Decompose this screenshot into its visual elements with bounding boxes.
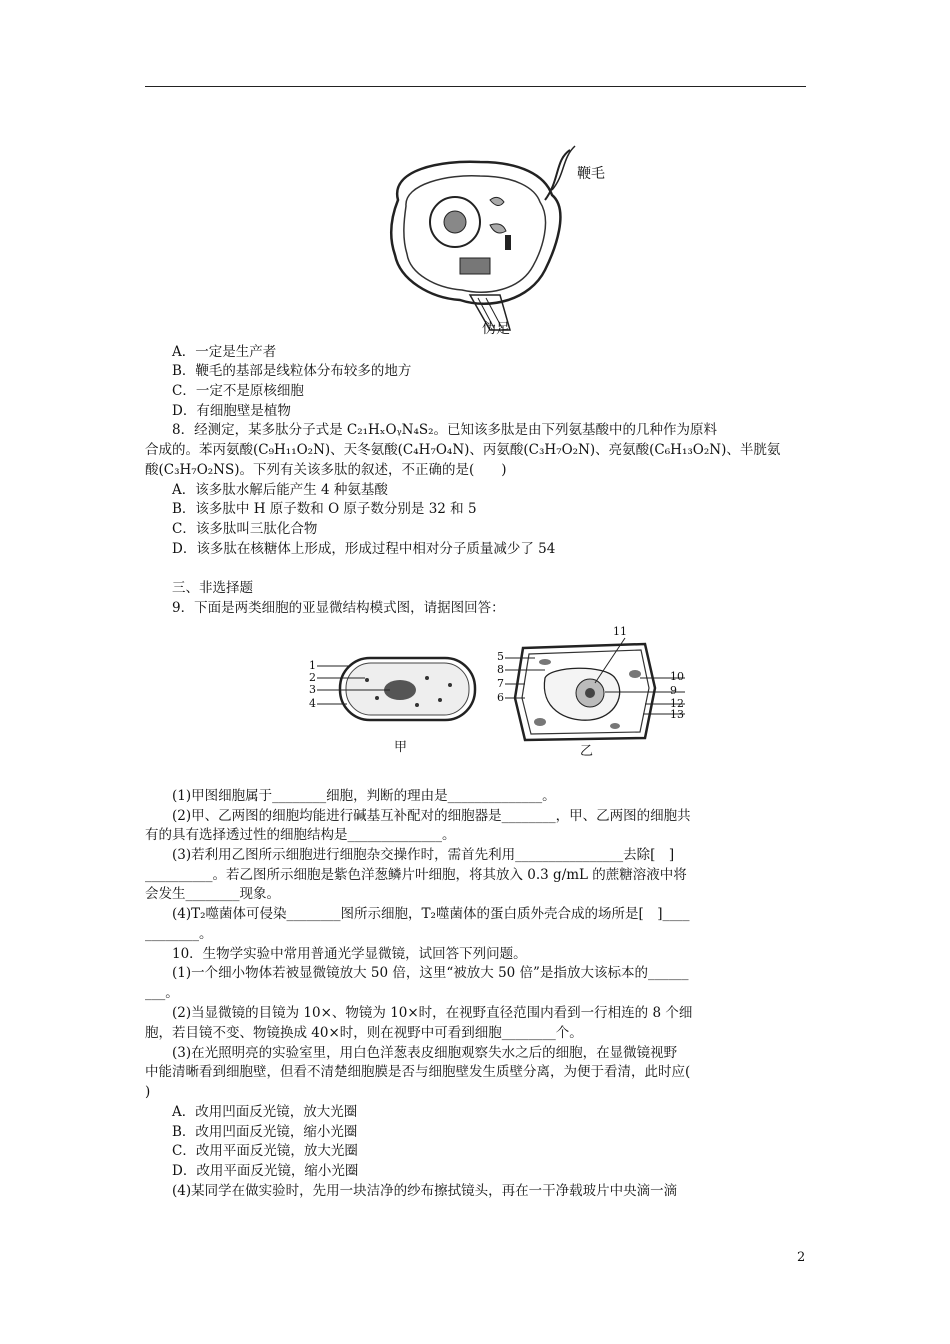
q8-option-c: C．该多肽叫三肽化合物 <box>172 521 318 537</box>
q10-part4-line1: (4)某同学在做实验时，先用一块洁净的纱布擦拭镜头，再在一干净载玻片中央滴一滴 <box>172 1183 678 1199</box>
q10-stem: 10．生物学实验中常用普通光学显微镜，试回答下列问题。 <box>172 946 527 962</box>
fig-yi-caption: 乙 <box>580 744 594 759</box>
q10-option-c: C．改用平面反光镜，放大光圈 <box>172 1143 358 1159</box>
q10-part1-line1: (1)一个细小物体若被显微镜放大 50 倍，这里“被放大 50 倍”是指放大该标本的______ <box>172 965 689 981</box>
yi-label-6: 6 <box>497 691 504 704</box>
q9-part3-line2: __________。若乙图所示细胞是紫色洋葱鳞片叶细胞，将其放入 0.3 g/mL 的蔗糖溶液中将 <box>145 867 687 883</box>
yi-label-7: 7 <box>497 677 504 690</box>
cell-jia-figure <box>305 650 480 730</box>
q8-option-a: A．该多肽水解后能产生 4 种氨基酸 <box>172 482 388 498</box>
jia-label-1: 1 <box>309 659 316 672</box>
yi-label-8: 8 <box>497 663 504 676</box>
q9-part2-line1: (2)甲、乙两图的细胞均能进行碱基互补配对的细胞器是________，甲、乙两图的细胞共 <box>172 808 691 824</box>
yi-label-13: 13 <box>670 708 684 721</box>
q10-part2-line2: 胞，若目镜不变、物镜换成 40×时，则在视野中可看到细胞________个。 <box>145 1025 583 1041</box>
q8-stem-line2: 合成的。苯丙氨酸(C₉H₁₁O₂N)、天冬氨酸(C₄H₇O₄N)、丙氨酸(C₃H₇O₂N)、亮氨酸(C₆H₁₃O₂N)、半胱氨 <box>145 442 781 458</box>
q9-part3-line1: (3)若利用乙图所示细胞进行细胞杂交操作时，需首先利用________________去除[ ] <box>172 847 675 863</box>
q7-option-d: D．有细胞壁是植物 <box>172 403 291 419</box>
q7-option-b: B．鞭毛的基部是线粒体分布较多的地方 <box>172 363 412 379</box>
q10-part3-line2: 中能清晰看到细胞壁，但看不清楚细胞膜是否与细胞壁发生质壁分离，为便于看清，此时应( <box>145 1064 691 1080</box>
pseudopod-label: 伪足 <box>482 321 510 337</box>
q8-option-b: B．该多肽中 H 原子数和 O 原子数分别是 32 和 5 <box>172 501 477 517</box>
fig-jia-caption: 甲 <box>394 740 408 755</box>
cell-yi-figure <box>495 628 695 748</box>
q7-option-c: C．一定不是原核细胞 <box>172 383 304 399</box>
yi-label-10: 10 <box>670 670 684 683</box>
flagellum-label: 鞭毛 <box>577 166 605 182</box>
yi-label-5: 5 <box>497 650 504 663</box>
q8-stem-line3: 酸(C₃H₇O₂NS)。下列有关该多肽的叙述，不正确的是( ) <box>145 462 507 478</box>
q7-option-a: A．一定是生产者 <box>172 344 277 360</box>
section3-title: 三、非选择题 <box>172 580 253 596</box>
yi-label-11: 11 <box>613 625 627 638</box>
q8-stem-line1: 8．经测定，某多肽分子式是 C₂₁HₓOᵧN₄S₂。已知该多肽是由下列氨基酸中的几种作为原料 <box>172 422 718 438</box>
yi-label-12: 12 <box>670 697 684 710</box>
q10-option-a: A．改用凹面反光镜，放大光圈 <box>172 1104 358 1120</box>
q9-part2-line2: 有的具有选择透过性的细胞结构是______________。 <box>145 827 456 843</box>
q9-part3-line3: 会发生________现象。 <box>145 886 280 902</box>
jia-label-4: 4 <box>309 697 316 710</box>
q10-part1-line2: ___。 <box>145 985 179 1001</box>
q9-part1: (1)甲图细胞属于________细胞，判断的理由是______________。 <box>172 788 556 804</box>
q9-part4-line1: (4)T₂噬菌体可侵染________图所示细胞，T₂噬菌体的蛋白质外壳合成的场所是[ ]____ <box>172 906 690 922</box>
jia-label-2: 2 <box>309 671 316 684</box>
q10-option-b: B．改用凹面反光镜，缩小光圈 <box>172 1124 358 1140</box>
page-number: 2 <box>797 1250 806 1265</box>
q9-part4-line2: ________。 <box>145 926 213 942</box>
q10-part2-line1: (2)当显微镜的目镜为 10×、物镜为 10×时，在视野直径范围内看到一行相连的 8 个细 <box>172 1005 693 1021</box>
q10-option-d: D．改用平面反光镜，缩小光圈 <box>172 1163 359 1179</box>
header-rule <box>145 86 806 87</box>
jia-label-3: 3 <box>309 683 316 696</box>
q10-part3-line1: (3)在光照明亮的实验室里，用白色洋葱表皮细胞观察失水之后的细胞，在显微镜视野 <box>172 1045 678 1061</box>
q9-stem: 9．下面是两类细胞的亚显微结构模式图，请据图回答： <box>172 600 505 616</box>
yi-label-9: 9 <box>670 684 677 697</box>
q10-part3-line3: ) <box>145 1084 151 1100</box>
flagellate-cell-figure <box>370 140 610 335</box>
q8-option-d: D．该多肽在核糖体上形成，形成过程中相对分子质量减少了 54 <box>172 541 556 557</box>
